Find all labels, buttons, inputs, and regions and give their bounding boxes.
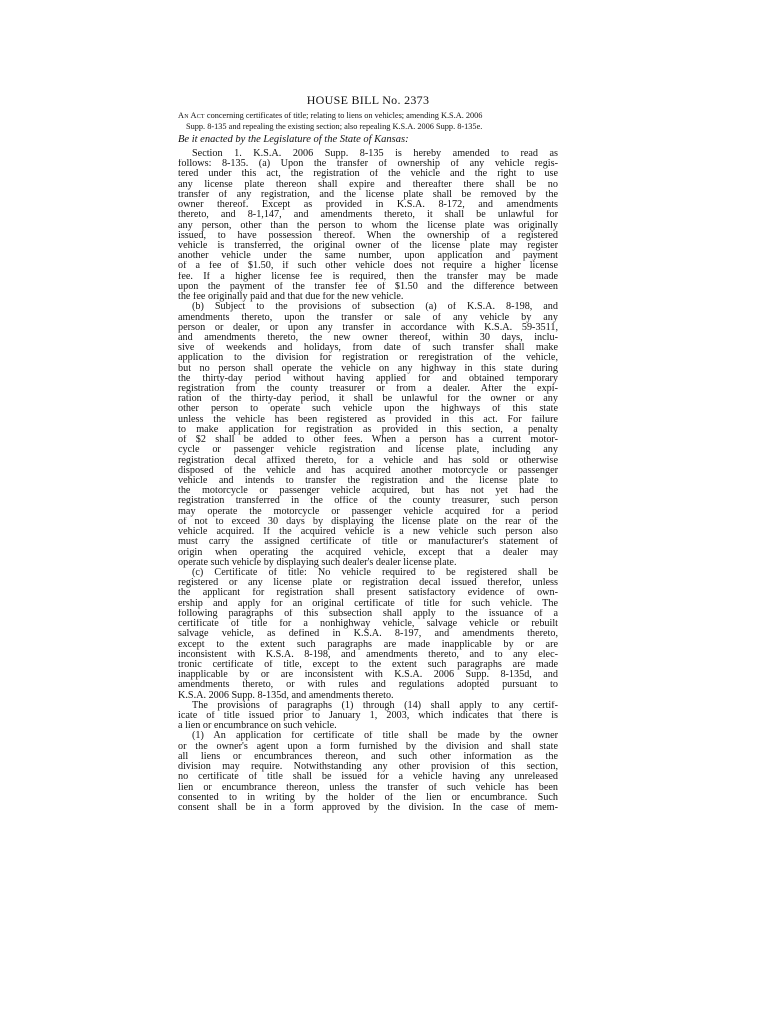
body-line: follows: 8-135. (a) Upon the transfer of ownership of any vehicle regis- [178,159,558,170]
body-line: ership and apply for an original certificate of title for such vehicle. The [178,598,558,609]
body-line: cycle or passenger vehicle registration and license plate, including any [178,445,558,456]
act-summary [178,111,558,132]
body-line: the motorcycle or passenger vehicle acquired, but has not yet had the [178,486,558,497]
body-line: ration of the thirty-day period, it shall be unlawful for the owner or any [178,394,558,405]
body-line: disposed of the vehicle and has acquired another motorcycle or passenger [178,465,558,476]
body-line: must carry the assigned certificate of title or manufacturer's statement of [178,537,558,548]
body-line: inconsistent with K.S.A. 8-198, and amendments thereto, and to any elec- [178,649,558,660]
body-line: owner thereof. Except as provided in K.S.A. 8-172, and amendments [178,200,558,211]
act-line-2: Supp. 8-135 and repealing the existing section; also repealing K.S.A. 2006 Supp. 8-135e. [186,121,483,131]
body-line: any person, other than the person to whom the license plate was originally [178,220,558,231]
body-line: but no person shall operate the vehicle on any highway in this state during [178,363,558,374]
body-line: The provisions of paragraphs (1) through (14) shall apply to any certif- [192,700,558,711]
body-line: fee. If a higher license fee is required, then the transfer may be made [178,271,558,282]
act-line-1: concerning certificates of title; relating to liens on vehicles; amending K.S.A. 2006 [206,111,483,120]
body-line: consented to in writing by the holder of the lien or encumbrance. Such [178,792,558,803]
body-line: thereto, and 8-1,147, and amendments thereto, it shall be unlawful for [178,210,558,221]
body-line: a lien or encumbrance on such vehicle. [178,721,337,732]
body-line: upon the payment of the transfer fee of $1.50 and the difference between [178,281,558,292]
act-prefix: An Act [178,111,205,120]
body-line: the applicant for registration shall present satisfactory evidence of own- [178,588,558,599]
enacting-clause: Be it enacted by the Legislature of the State of Kansas: [178,134,409,145]
body-line: of $2 shall be added to other fees. When a person has a current motor- [178,435,558,446]
body-line: following paragraphs of this subsection shall apply to the issuance of a [178,608,558,619]
body-line: registration from the county treasurer or from a dealer. After the expi- [178,384,558,395]
body-line: amendments thereto, upon the transfer or sale of any vehicle by any [178,312,558,323]
body-line: tronic certificate of title, except to the extent such paragraphs are made [178,659,558,670]
body-line: vehicle and intends to transfer the registration and the license plate to [178,476,558,486]
body-line: issued, to have possession thereof. When the ownership of a registered [178,230,558,241]
body-line: another vehicle under the same number, upon application and payment [178,251,558,262]
bill-body-text [178,149,558,813]
body-line: Section 1. K.S.A. 2006 Supp. 8-135 is hereby amended to read as [192,149,558,159]
body-line: vehicle is transferred, the original owner of the license plate may register [178,240,558,251]
body-line: transfer of any registration, and the license plate shall be removed by the [178,189,558,200]
body-line: or the owner's agent upon a form furnished by the division and shall state [178,741,558,752]
body-line: and amendments thereto, the new owner thereof, within 30 days, inclu- [178,332,558,343]
body-line: may operate the motorcycle or passenger vehicle acquired for a period [178,506,558,517]
body-line: registration transferred in the office of the county treasurer, such person [178,496,558,507]
body-line: division may require. Notwithstanding any other provision of this section, [178,762,558,773]
body-line: of a fee of $1.50, if such other vehicle does not require a higher license [178,261,558,272]
body-line: sive of weekends and holidays, from date of such transfer shall make [178,343,558,354]
body-line: consent shall be in a form approved by the division. In the case of mem- [178,803,558,813]
body-line: the fee originally paid and that due for the new vehicle. [178,292,404,303]
body-line: unless the vehicle has been registered as provided in this act. For failure [178,414,558,425]
body-line: salvage vehicle, as defined in K.S.A. 8-197, and amendments thereto, [178,629,558,640]
body-line: to make application for registration as provided in this section, a penalty [178,424,558,435]
body-line: registered or any license plate or registration decal issued therefor, unless [178,578,558,589]
bill-title: HOUSE BILL No. 2373 [306,93,430,107]
body-line: all liens or encumbrances thereon, and such other information as the [178,751,558,762]
body-line: (b) Subject to the provisions of subsection (a) of K.S.A. 8-198, and [192,302,558,313]
body-line: vehicle acquired. If the acquired vehicle is a new vehicle such person also [178,527,558,538]
body-line: the thirty-day period without having applied for and obtained temporary [178,373,558,384]
body-line: (1) An application for certificate of title shall be made by the owner [192,731,558,742]
body-line: no certificate of title shall be issued for a vehicle having any unreleased [178,772,558,783]
body-line: amendments thereto, or with rules and regulations adopted pursuant to [178,680,558,691]
body-line: origin when operating the acquired vehicle, except that a dealer may [178,547,558,558]
body-line: icate of title issued prior to January 1, 2003, which indicates that there is [178,711,558,722]
body-line: person or dealer, or upon any transfer in accordance with K.S.A. 59-3511, [178,322,558,333]
body-line: any license plate thereon shall expire and thereafter there shall be no [178,179,558,190]
body-line: operate such vehicle by displaying such dealer's dealer license plate. [178,557,457,568]
body-line: registration decal affixed thereto, for a vehicle and has sold or otherwise [178,455,558,466]
body-line: lien or encumbrance thereon, unless the transfer of such vehicle has been [178,782,558,793]
body-line: other person to operate such vehicle upon the highways of this state [178,404,558,415]
body-line: tered under this act, the registration of the vehicle and the right to use [178,169,558,180]
body-line: K.S.A. 2006 Supp. 8-135d, and amendments thereto. [178,690,394,701]
body-line: inapplicable by or are inconsistent with K.S.A. 2006 Supp. 8-135d, and [178,670,558,681]
body-line: of not to exceed 30 days by displaying the license plate on the rear of the [178,516,558,527]
body-line: except to the extent such paragraphs are made inapplicable by or are [178,639,558,650]
body-line: application to the division for registration or reregistration of the vehicle, [178,353,558,364]
body-line: certificate of title for a nonhighway vehicle, salvage vehicle or rebuilt [178,619,558,630]
body-line: (c) Certificate of title: No vehicle required to be registered shall be [192,567,558,578]
